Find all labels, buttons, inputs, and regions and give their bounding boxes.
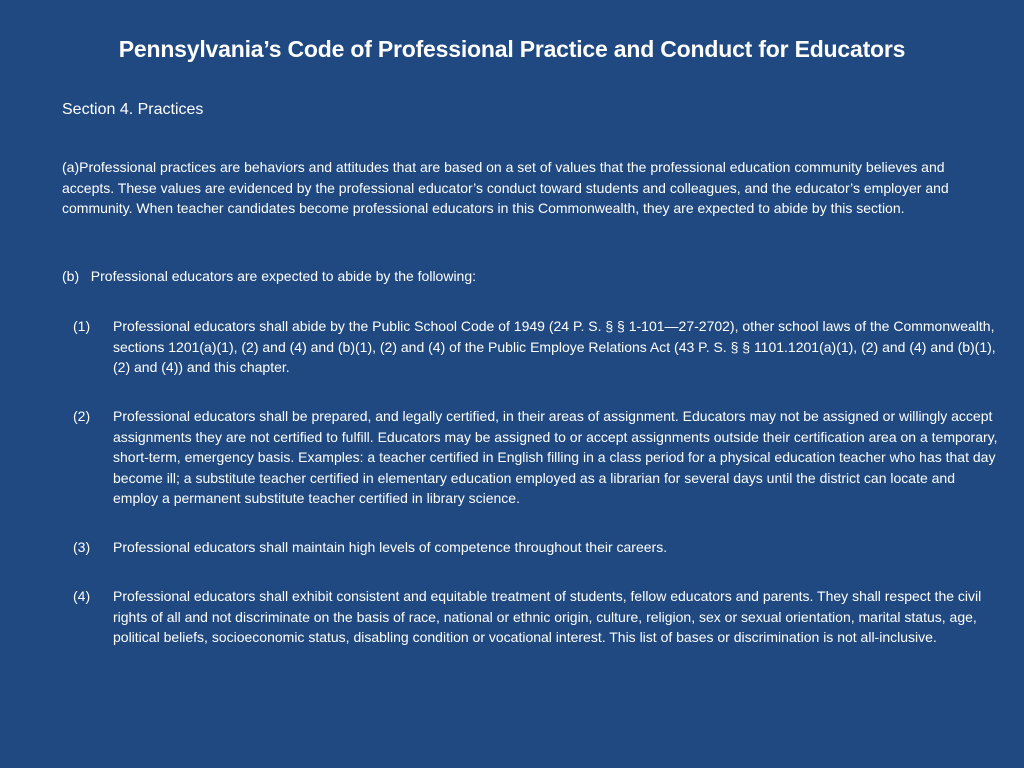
slide-title: Pennsylvania’s Code of Professional Practice and Conduct for Educators — [118, 36, 906, 62]
list-item-number: (2) — [73, 408, 91, 424]
list-item-3 — [62, 537, 1002, 558]
list-item-1 — [62, 316, 1002, 378]
list-item-text: Professional educators shall be prepared, and legally certified, in their areas of assignment. Educators may not be assigned or willingly accept assignments they are not certified to fulfill. Educators may be assigned to or accept assignments outside their certification area on a temporary, short-term, emergency basis. Examples: a teacher certified in English filling in a class period for a physical education teacher who has that day become ill; a substitute teacher certified in elementary education employed as a librarian for several days until the district can locate and employ a permanent substitute teacher certified in library science. — [113, 408, 998, 506]
list-item-number: (3) — [73, 539, 91, 555]
paragraph-b: (b) Professional educators are expected to abide by the following: — [62, 268, 477, 284]
list-item-number: (4) — [73, 588, 91, 604]
paragraph-a: (a)Professional practices are behaviors and attitudes that are based on a set of values that the professional education community believes and accepts. These values are evidenced by the professional educator’s conduct toward students and colleagues, and the educator’s employer and community. When teacher candidates become professional educators in this Commonwealth, they are expected to abide by this section. — [62, 159, 949, 216]
list-item-text: Professional educators shall maintain high levels of competence throughout their careers. — [113, 539, 668, 555]
list-item-text: Professional educators shall exhibit consistent and equitable treatment of students, fellow educators and parents. They shall respect the civil rights of all and not discriminate on the basis of race, national or ethnic origin, culture, religion, sex or sexual orientation, marital status, age, political beliefs, socioeconomic status, disabling condition or vocational interest. This list of bases or discrimination is not all-inclusive. — [113, 588, 982, 645]
list-item-4 — [62, 586, 1002, 648]
section-heading: Section 4. Practices — [62, 101, 204, 118]
list-item-text: Professional educators shall abide by the Public School Code of 1949 (24 P. S. § § 1-101—27-2702), other school laws of the Commonwealth, sections 1201(a)(1), (2) and (4) and (b)(1), (2) and (4) of the Public Employe Relations Act (43 P. S. § § 1101.1201(a)(1), (2) and (4) and (b)(1), (2) and (4)) and this chapter. — [113, 318, 996, 375]
list-item-number: (1) — [73, 318, 91, 334]
list-item-2 — [62, 406, 1002, 509]
